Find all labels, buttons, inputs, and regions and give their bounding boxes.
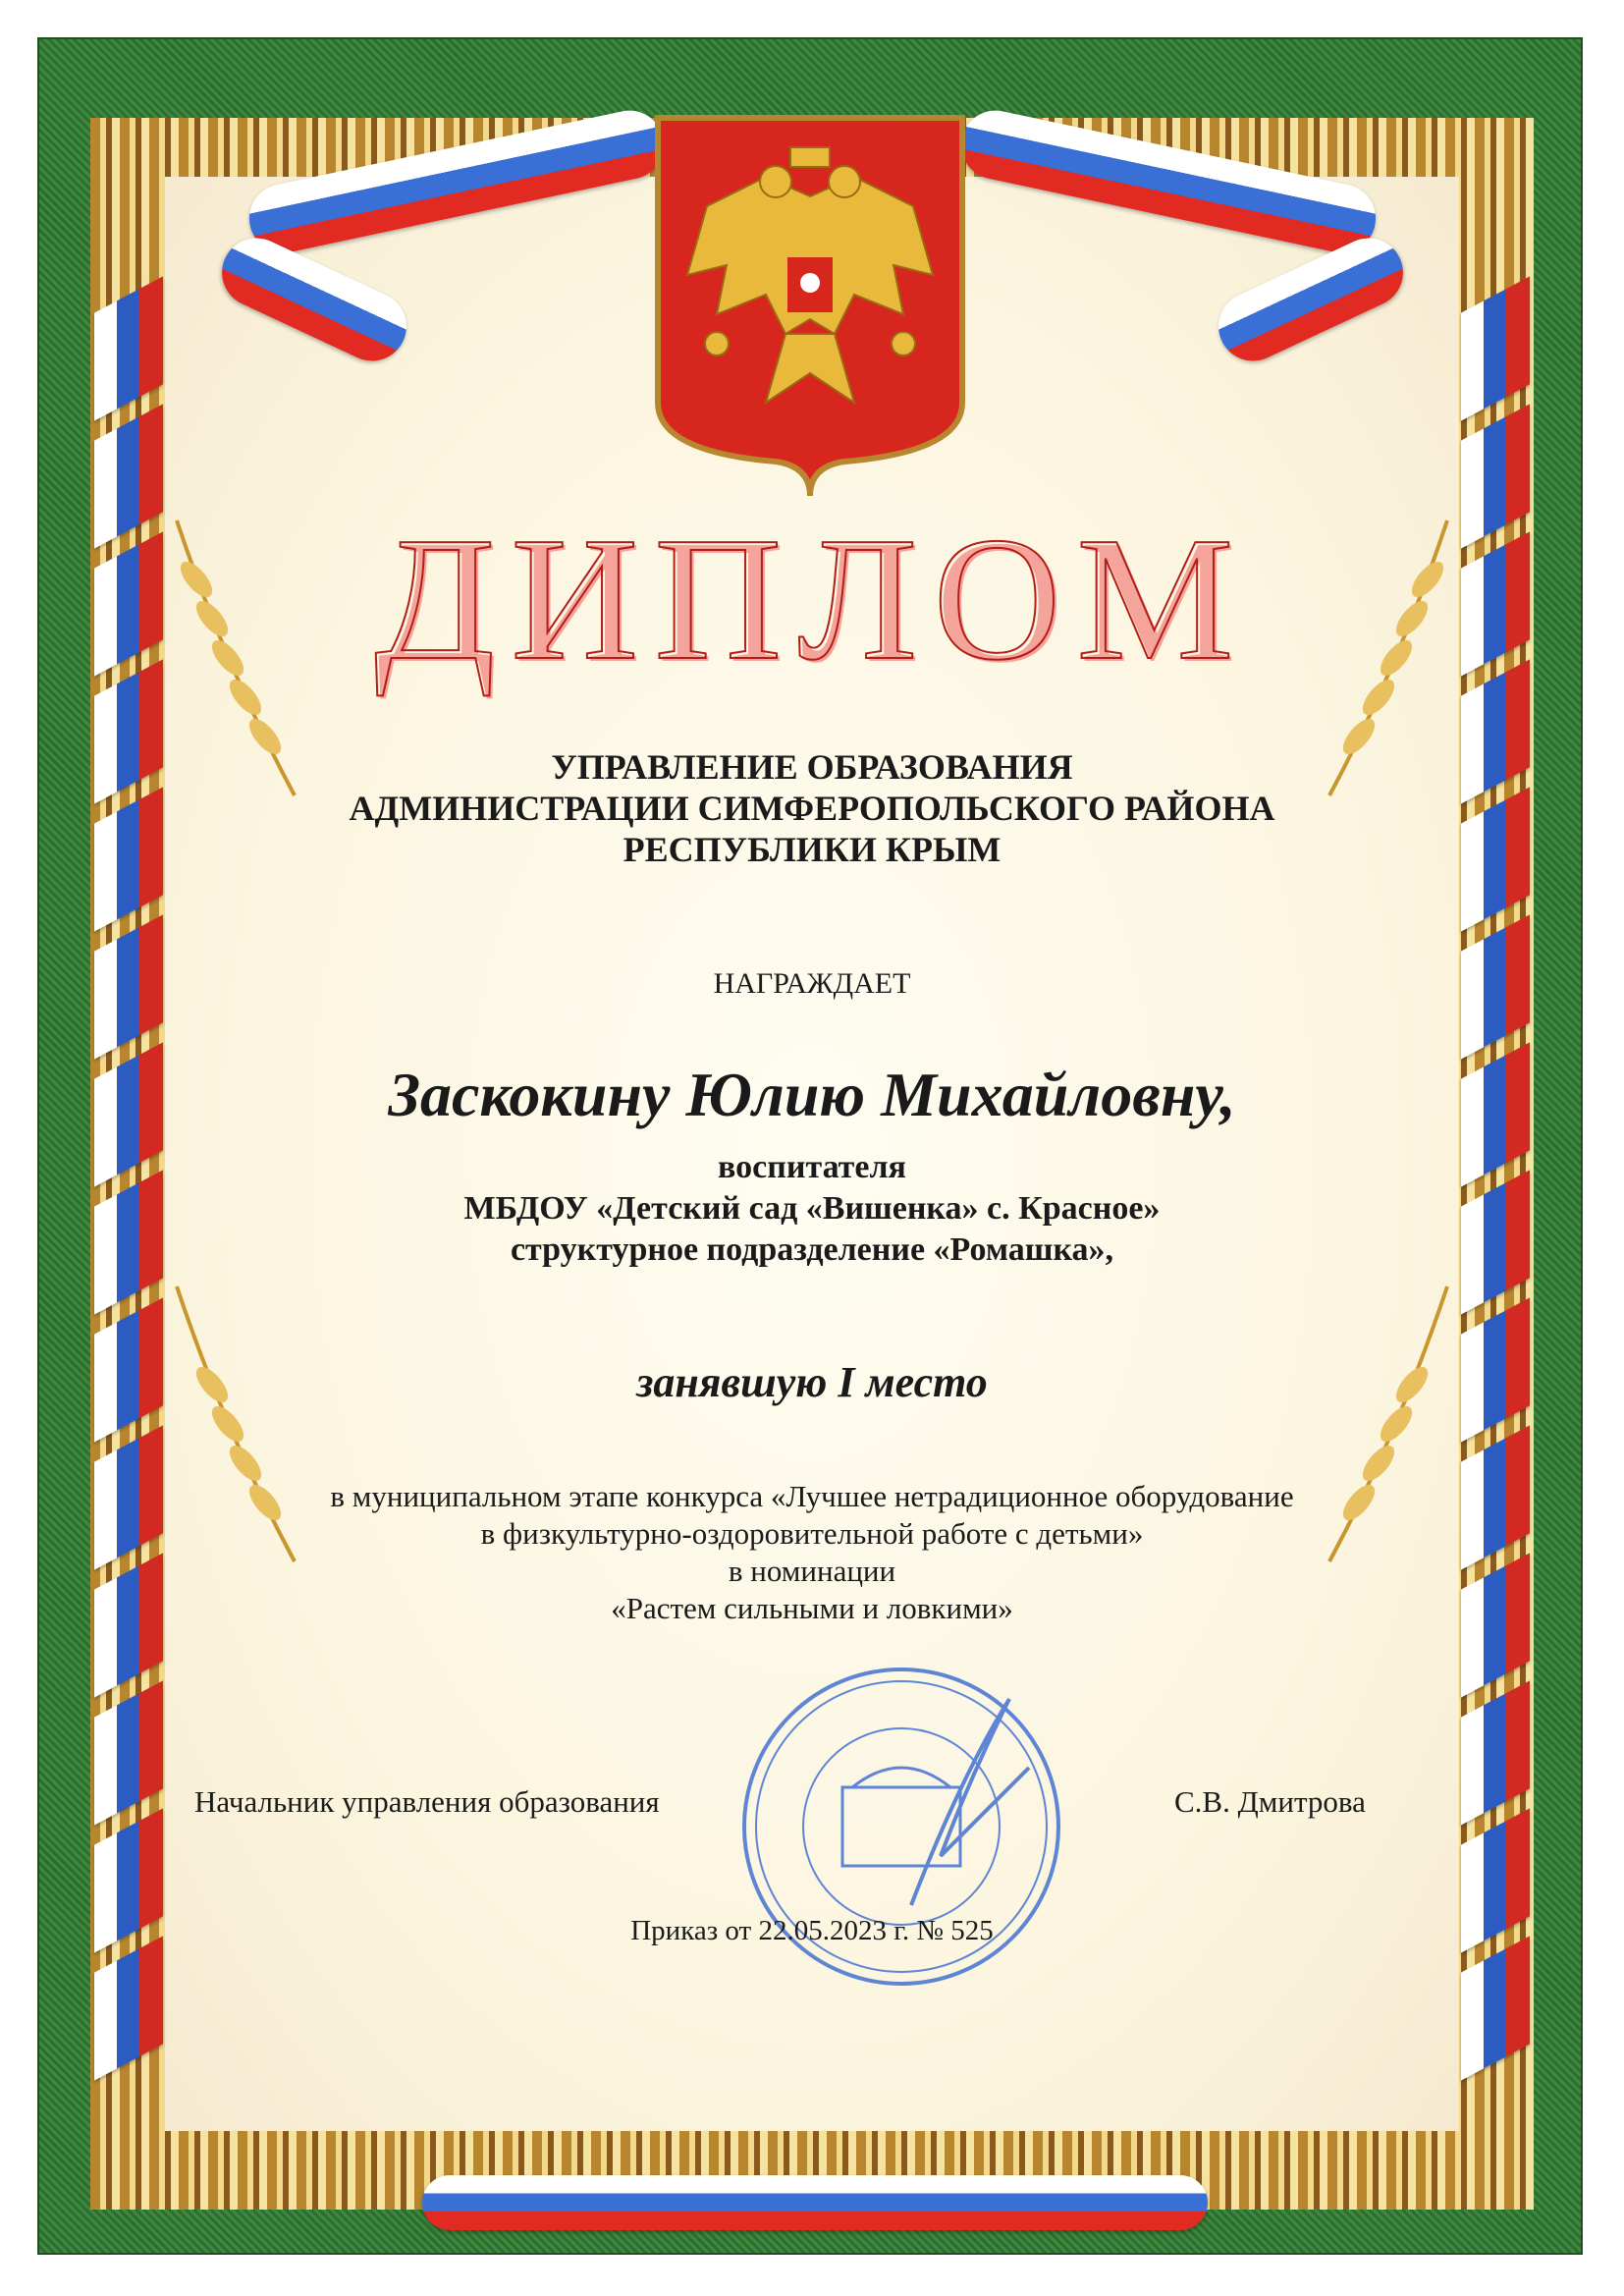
org-line: АДМИНИСТРАЦИИ СИМФЕРОПОЛЬСКОГО РАЙОНА <box>349 789 1275 828</box>
recipient-name: Заскокину Юлию Михайловну, <box>388 1060 1236 1129</box>
org-line: УПРАВЛЕНИЕ ОБРАЗОВАНИЯ <box>551 747 1073 787</box>
contest-line: в номинации <box>728 1554 896 1588</box>
issuing-organization <box>0 746 1624 870</box>
recipient-position <box>0 1147 1624 1271</box>
org-line: РЕСПУБЛИКИ КРЫМ <box>623 830 1001 869</box>
contest-line: в физкультурно-оздоровительной работе с детьми» <box>480 1516 1144 1551</box>
contest-line: «Растем сильными и ловкими» <box>611 1591 1013 1625</box>
position-line: МБДОУ «Детский сад «Вишенка» с. Красное» <box>463 1190 1161 1227</box>
place-awarded: занявшую I место <box>636 1358 988 1406</box>
contest-description <box>0 1478 1624 1627</box>
order-reference: Приказ от 22.05.2023 г. № 525 <box>630 1915 994 1946</box>
flag-ribbon-bottom <box>422 2175 1208 2230</box>
diploma-title: ДИПЛОМ <box>374 501 1250 696</box>
position-line: воспитателя <box>718 1149 906 1185</box>
signer-title: Начальник управления образования <box>194 1784 660 1819</box>
position-line: структурное подразделение «Ромашка», <box>510 1231 1114 1268</box>
coat-of-arms-icon <box>648 108 972 501</box>
signer-name: С.В. Дмитрова <box>1174 1784 1366 1819</box>
contest-line: в муниципальном этапе конкурса «Лучшее нетрадиционное оборудование <box>330 1479 1294 1513</box>
awards-label: НАГРАЖДАЕТ <box>713 967 911 1000</box>
